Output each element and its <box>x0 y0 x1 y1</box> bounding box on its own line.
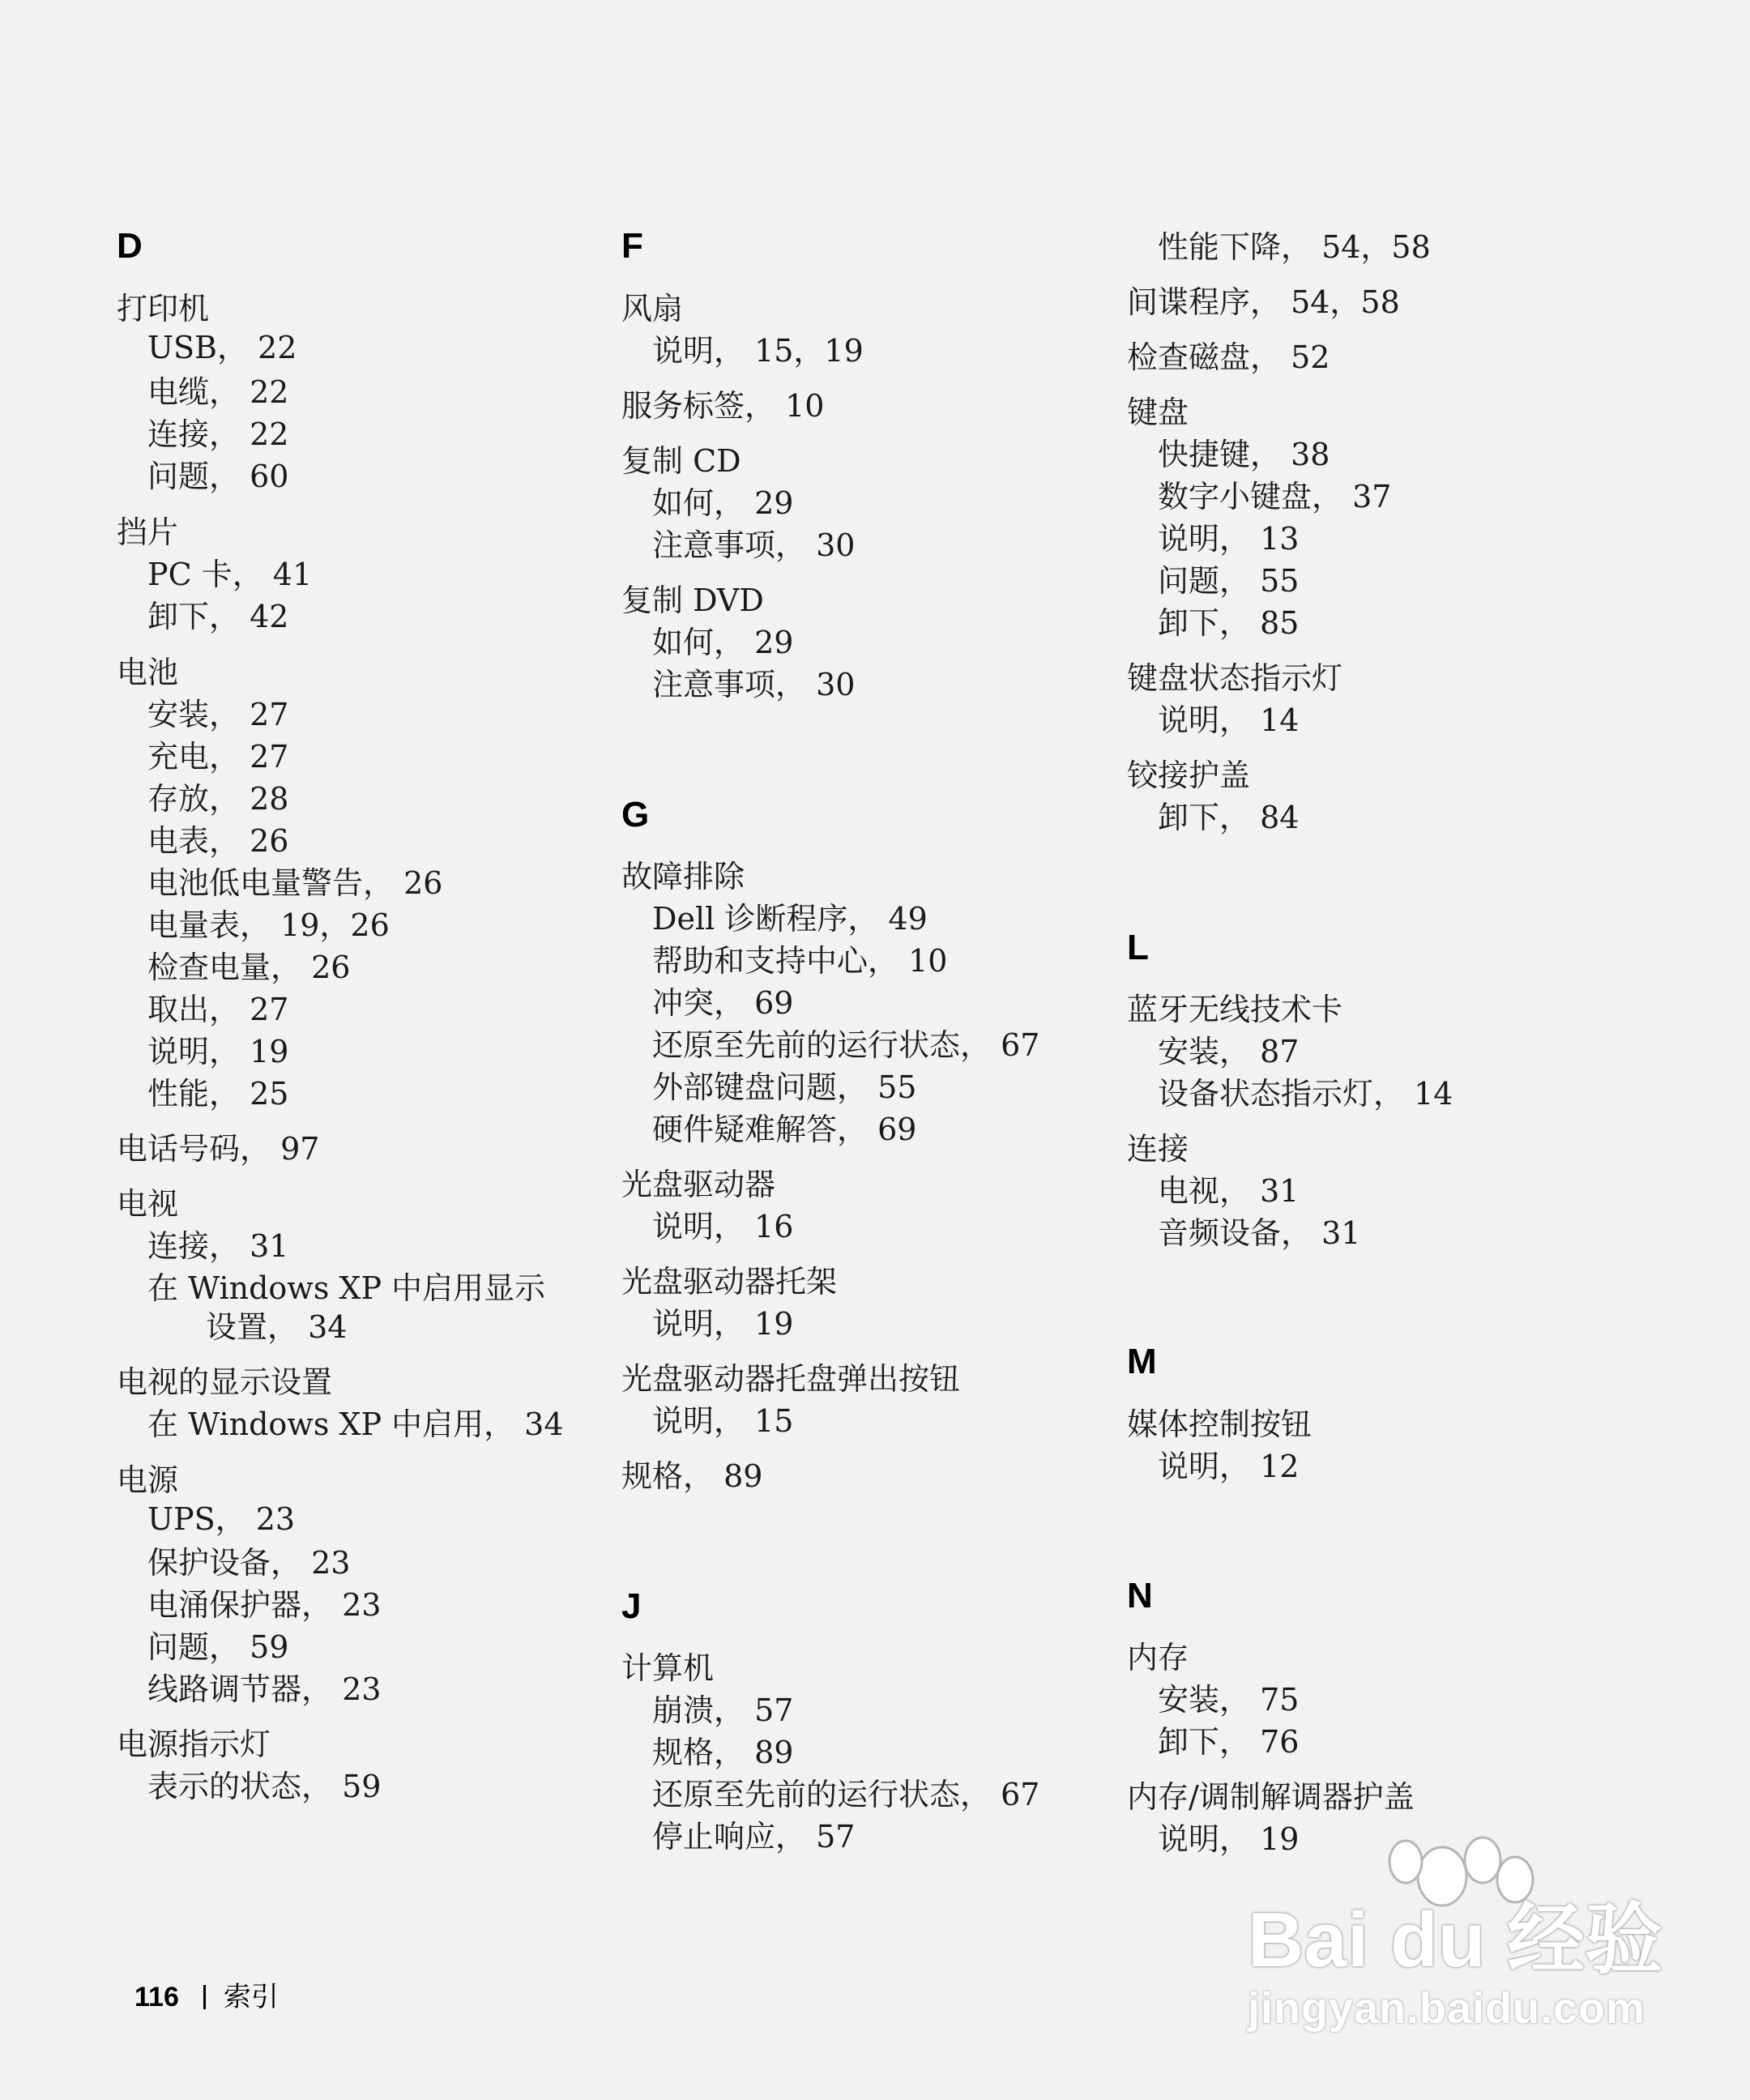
index-subentry: 说明， 16 <box>652 1209 794 1244</box>
index-subentry: 安装， 75 <box>1158 1682 1300 1718</box>
index-subentry: 卸下， 85 <box>1158 605 1300 641</box>
index-subentry: 问题， 59 <box>147 1629 289 1665</box>
index-subentry: 问题， 55 <box>1158 563 1300 599</box>
index-entry: 内存 <box>1127 1640 1189 1675</box>
index-entry: 光盘驱动器托架 <box>621 1264 838 1300</box>
section-letter-j: J <box>621 1586 642 1626</box>
index-entry: 电视的显示设置 <box>117 1364 333 1400</box>
index-subentry: 电涌保护器， 23 <box>147 1587 382 1623</box>
index-subentry: 说明， 15，19 <box>652 333 864 369</box>
index-subentry: 在 Windows XP 中启用显示 <box>147 1270 546 1306</box>
index-subentry: 安装， 27 <box>147 697 289 732</box>
index-subentry: 表示的状态， 59 <box>147 1769 382 1804</box>
index-subentry: 如何， 29 <box>652 625 794 660</box>
index-entry: 光盘驱动器 <box>621 1167 776 1202</box>
index-subentry: 硬件疑难解答， 69 <box>652 1112 917 1147</box>
index-subentry: 卸下， 42 <box>147 599 289 634</box>
index-entry: 电池 <box>117 655 179 690</box>
index-entry: 键盘状态指示灯 <box>1127 660 1343 696</box>
index-entry: 电源 <box>117 1462 179 1498</box>
index-subentry: 快捷键， 38 <box>1158 437 1330 472</box>
index-subentry: 充电， 27 <box>147 739 289 775</box>
index-subentry: 帮助和支持中心， 10 <box>652 943 948 979</box>
index-subentry: 取出， 27 <box>147 992 289 1027</box>
index-subentry: 还原至先前的运行状态， 67 <box>652 1777 1040 1812</box>
section-letter-n: N <box>1127 1576 1153 1616</box>
index-entry: 打印机 <box>117 291 210 327</box>
index-subentry: USB， 22 <box>147 330 297 365</box>
index-entry: 电源指示灯 <box>117 1727 271 1762</box>
index-subentry: 说明， 19 <box>147 1034 289 1069</box>
index-subentry: 检查电量， 26 <box>147 950 351 985</box>
index-subentry: 说明， 19 <box>1158 1821 1300 1857</box>
index-subentry: 问题， 60 <box>147 459 289 494</box>
index-subentry: 音频设备， 31 <box>1158 1215 1361 1251</box>
index-subentry: 还原至先前的运行状态， 67 <box>652 1027 1040 1063</box>
index-subentry: 电表， 26 <box>147 823 289 859</box>
index-subentry: 线路调节器， 23 <box>147 1671 382 1707</box>
section-letter-l: L <box>1127 928 1149 967</box>
index-entry: 铰接护盖 <box>1127 758 1251 793</box>
section-letter-m: M <box>1127 1342 1157 1381</box>
index-subentry: 安装， 87 <box>1158 1034 1300 1069</box>
index-entry: 光盘驱动器托盘弹出按钮 <box>621 1361 961 1397</box>
index-subentry: 在 Windows XP 中启用， 34 <box>147 1406 564 1442</box>
section-letter-f: F <box>621 226 643 266</box>
index-subentry: 注意事项， 30 <box>652 667 856 702</box>
watermark-logo: Bai du 经验 <box>1248 1897 1663 1983</box>
index-subentry: 存放， 28 <box>147 781 289 817</box>
index-entry: 间谍程序， 54，58 <box>1127 284 1400 320</box>
index-subentry: 电量表， 19，26 <box>147 907 390 943</box>
index-entry: 挡片 <box>117 514 179 550</box>
page-number: 116 <box>134 1982 179 2012</box>
index-entry: 电话号码， 97 <box>117 1131 320 1167</box>
index-entry: 复制 CD <box>621 443 741 479</box>
index-subentry: UPS， 23 <box>147 1501 296 1537</box>
index-subentry: 性能， 25 <box>147 1076 289 1112</box>
index-subentry: 说明， 14 <box>1158 702 1300 738</box>
index-subentry: 电视， 31 <box>1158 1173 1300 1209</box>
index-subentry: 数字小键盘， 37 <box>1158 479 1392 514</box>
index-subentry-continued: 设置， 34 <box>206 1309 348 1345</box>
index-entry: 键盘 <box>1127 395 1189 430</box>
index-entry: 复制 DVD <box>621 583 764 618</box>
index-subentry: 性能下降， 54，58 <box>1158 229 1431 265</box>
index-subentry: 卸下， 76 <box>1158 1724 1300 1760</box>
index-subentry: 连接， 22 <box>147 416 289 452</box>
index-entry: 电视 <box>117 1186 179 1222</box>
section-letter-g: G <box>621 795 650 834</box>
index-subentry: 说明， 12 <box>1158 1449 1300 1484</box>
index-subentry: 规格， 89 <box>652 1735 794 1770</box>
index-subentry: PC 卡， 41 <box>147 557 313 592</box>
index-entry: 内存/调制解调器护盖 <box>1127 1779 1415 1815</box>
index-subentry: 崩溃， 57 <box>652 1692 794 1728</box>
index-subentry: 如何， 29 <box>652 485 794 521</box>
index-subentry: 外部键盘问题， 55 <box>652 1069 917 1105</box>
index-subentry: 说明， 15 <box>652 1403 794 1439</box>
footer-divider <box>203 1985 206 2009</box>
section-name: 索引 <box>223 1982 279 2012</box>
index-subentry: 注意事项， 30 <box>652 527 856 563</box>
index-subentry: 设备状态指示灯， 14 <box>1158 1076 1453 1112</box>
index-entry: 风扇 <box>621 291 684 327</box>
index-subentry: 说明， 19 <box>652 1306 794 1342</box>
index-entry: 蓝牙无线技术卡 <box>1127 992 1343 1027</box>
index-subentry: 冲突， 69 <box>652 985 794 1021</box>
section-letter-d: D <box>117 226 143 266</box>
index-subentry: 电缆， 22 <box>147 374 289 410</box>
index-entry: 服务标签， 10 <box>621 388 825 424</box>
watermark-url: jingyan.baidu.com <box>1248 1984 1646 2033</box>
index-subentry: 连接， 31 <box>147 1228 289 1264</box>
index-entry: 检查磁盘， 52 <box>1127 339 1330 375</box>
index-subentry: 电池低电量警告， 26 <box>147 865 443 901</box>
index-subentry: 停止响应， 57 <box>652 1819 856 1855</box>
index-entry: 计算机 <box>621 1650 715 1686</box>
index-entry: 连接 <box>1127 1131 1189 1167</box>
index-subentry: Dell 诊断程序， 49 <box>652 901 928 937</box>
index-entry: 媒体控制按钮 <box>1127 1406 1312 1442</box>
page-footer <box>134 1983 279 2011</box>
index-subentry: 说明， 13 <box>1158 521 1300 557</box>
index-entry: 故障排除 <box>621 859 745 894</box>
index-entry: 规格， 89 <box>621 1458 763 1494</box>
index-subentry: 保护设备， 23 <box>147 1545 351 1581</box>
index-subentry: 卸下， 84 <box>1158 800 1300 835</box>
